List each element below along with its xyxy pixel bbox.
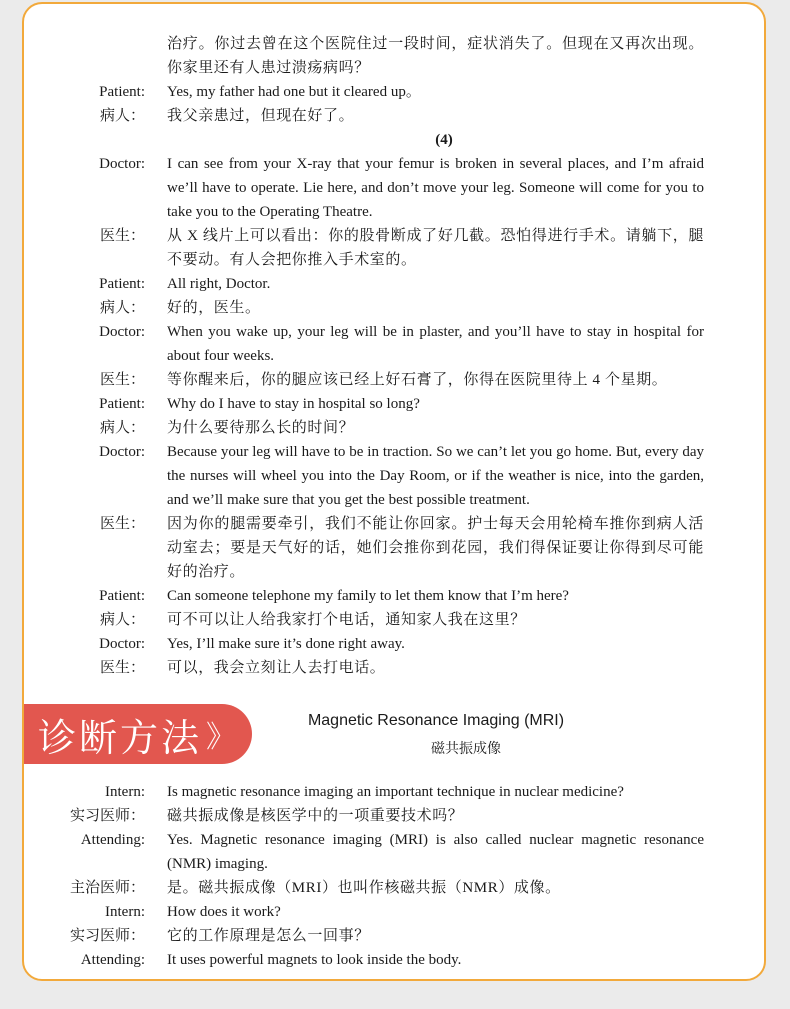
dialogue-text: 它的工作原理是怎么一回事？ [167, 928, 370, 944]
dialogue-text: Because your leg will have to be in traction. So we can’t let you go home. But, every day the nurses will wheel you into the Day Room, or if the weather is nice, into the garden, and we’ll make sure that you get the best possible treatment. [167, 444, 704, 508]
dialogue-text: When you wake up, your leg will be in plaster, and you’ll have to stay in hospital for about four weeks. [167, 324, 704, 364]
speaker-label: Patient: [99, 588, 145, 604]
dialogue-row [24, 804, 764, 828]
dialogue-text: 为什么要待那么长的时间？ [167, 420, 355, 436]
speaker-label: 病人： [99, 612, 145, 628]
dialogue-text: Is magnetic resonance imaging an important technique in nuclear medicine? [167, 784, 624, 800]
dialogue-row [24, 152, 764, 224]
dialogue-section-2 [24, 780, 764, 972]
dialogue-text: 可不可以让人给我家打个电话，通知家人我在这里？ [167, 612, 526, 628]
speaker-label: Patient: [99, 396, 145, 412]
speaker-label: Attending: [80, 832, 145, 848]
dialogue-row [24, 32, 764, 80]
banner-title: 诊断方法 [38, 717, 203, 760]
section-banner [24, 704, 252, 764]
dialogue-row [24, 392, 764, 416]
topic-title-zh: 磁共振成像 [431, 741, 501, 757]
dialogue-text: 磁共振成像是核医学中的一项重要技术吗？ [167, 808, 464, 824]
dialogue-text: Yes, I’ll make sure it’s done right away. [167, 636, 405, 652]
dialogue-text: Yes. Magnetic resonance imaging (MRI) is also called nuclear magnetic resonance (NMR) imaging. [167, 832, 704, 872]
speaker-label: Doctor: [99, 444, 145, 460]
dialogue-text: All right, Doctor. [167, 276, 271, 292]
dialogue-row [24, 296, 764, 320]
dialogue-text: Why do I have to stay in hospital so long? [167, 396, 420, 412]
speaker-label: 主治医师： [69, 880, 145, 896]
dialogue-text: 可以，我会立刻让人去打电话。 [167, 660, 386, 676]
dialogue-row [24, 440, 764, 512]
dialogue-row [24, 876, 764, 900]
speaker-label: 病人： [99, 300, 145, 316]
speaker-label: 医生： [99, 228, 145, 244]
speaker-label: 医生： [99, 372, 145, 388]
page-card [22, 2, 766, 981]
dialogue-section-1 [24, 32, 764, 680]
dialogue-text: 因为你的腿需要牵引，我们不能让你回家。护士每天会用轮椅车推你到病人活动室去；要是天气好的话，她们会推你到花园，我们得保证要让你得到尽可能好的治疗。 [167, 516, 704, 580]
section-number-heading: (4) [435, 132, 453, 148]
dialogue-row [24, 632, 764, 656]
dialogue-text: It uses powerful magnets to look inside the body. [167, 952, 462, 968]
dialogue-text: 我父亲患过，但现在好了。 [167, 108, 355, 124]
dialogue-row [24, 320, 764, 368]
dialogue-text: 从 X 线片上可以看出：你的股骨断成了好几截。恐怕得进行手术。请躺下，腿不要动。有人会把你推入手术室的。 [167, 228, 704, 268]
dialogue-row [24, 900, 764, 924]
dialogue-text: Yes, my father had one but it cleared up。 [167, 84, 421, 100]
dialogue-row [24, 780, 764, 804]
topic-title-en: Magnetic Resonance Imaging (MRI) [307, 712, 565, 729]
dialogue-text: 好的，医生。 [167, 300, 261, 316]
dialogue-row [24, 924, 764, 948]
speaker-label: Intern: [105, 904, 145, 920]
speaker-label: 实习医师： [69, 808, 145, 824]
speaker-label: Attending: [80, 952, 145, 968]
dialogue-text: I can see from your X-ray that your femur is broken in several places, and I’m afraid we’ll have to operate. Lie here, and don’t move your leg. Someone will come for you to take you to the Operating Theatre. [167, 156, 704, 220]
topic-heading [276, 710, 596, 760]
speaker-label: Patient: [99, 84, 145, 100]
speaker-label: 医生： [99, 516, 145, 532]
speaker-label: 病人： [99, 108, 145, 124]
dialogue-text: 是。磁共振成像（MRI）也叫作核磁共振（NMR）成像。 [167, 880, 561, 896]
dialogue-row [24, 272, 764, 296]
dialogue-row [24, 368, 764, 392]
speaker-label: Doctor: [99, 156, 145, 172]
speaker-label: Intern: [105, 784, 145, 800]
speaker-label: Doctor: [99, 324, 145, 340]
speaker-label: 实习医师： [69, 928, 145, 944]
speaker-label: Doctor: [99, 636, 145, 652]
dialogue-row [24, 104, 764, 128]
dialogue-row [24, 416, 764, 440]
chevron-right-icon: 》 [206, 721, 237, 754]
speaker-label: 医生： [99, 660, 145, 676]
dialogue-text: Can someone telephone my family to let them know that I’m here? [167, 588, 569, 604]
dialogue-text: How does it work? [167, 904, 281, 920]
dialogue-row [24, 512, 764, 584]
speaker-label: Patient: [99, 276, 145, 292]
dialogue-row [24, 948, 764, 972]
speaker-label: 病人： [99, 420, 145, 436]
dialogue-text: 治疗。你过去曾在这个医院住过一段时间，症状消失了。但现在又再次出现。你家里还有人患过溃疡病吗？ [167, 36, 704, 76]
dialogue-row [24, 828, 764, 876]
dialogue-row [24, 224, 764, 272]
dialogue-row [24, 608, 764, 632]
dialogue-row [24, 80, 764, 104]
dialogue-text: 等你醒来后，你的腿应该已经上好石膏了，你得在医院里待上 4 个星期。 [167, 372, 668, 388]
dialogue-row [24, 584, 764, 608]
dialogue-row [24, 656, 764, 680]
